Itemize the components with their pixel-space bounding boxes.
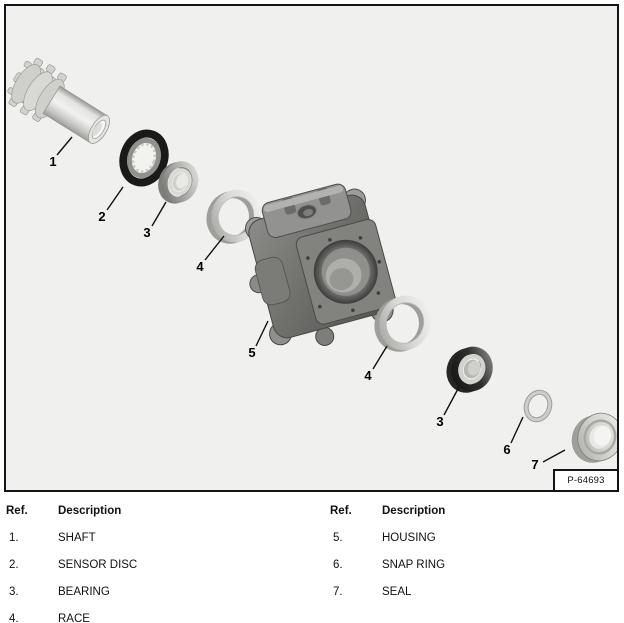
callout-line-3-rear [444,387,459,415]
ref-cell: 7. [333,586,343,598]
table-row-snap-ring [330,559,620,586]
description-header: Description [382,505,446,517]
description-cell: HOUSING [382,532,436,544]
description-cell: SEAL [382,586,412,598]
bearing-rear-illustration [445,344,495,396]
callout-line-4-front [205,236,224,260]
callout-number-4-front: 4 [196,259,204,274]
table-row-shaft [6,532,306,559]
ref-cell: 1. [9,532,19,544]
ref-cell: 3. [9,586,19,598]
callout-number-7: 7 [531,457,539,472]
callout-line-5 [256,321,268,346]
part-number-label: P-64693 [567,475,605,486]
description-cell: SNAP RING [382,559,446,571]
table-row-sensor-disc [6,559,306,586]
description-cell: SENSOR DISC [58,559,138,571]
ref-cell: 6. [333,559,343,571]
callout-line-3-front [152,202,166,226]
parts-table-right-column [330,497,620,613]
parts-table-left-column [6,497,306,623]
table-row-seal [330,586,620,613]
description-header: Description [58,505,122,517]
shaft-illustration [6,52,121,156]
description-cell: BEARING [58,586,110,598]
callout-number-3-rear: 3 [436,414,444,429]
callout-number-3-front: 3 [143,225,151,240]
parts-table [0,497,624,623]
ref-cell: 5. [333,532,343,544]
callout-line-6 [511,417,523,443]
part-number-box [553,469,619,492]
callout-number-2: 2 [98,209,106,224]
table-row-race [6,613,306,623]
ref-cell: 4. [9,613,19,623]
callout-line-7 [543,450,565,462]
callout-line-4-rear [373,346,387,369]
callout-line-2 [107,187,123,210]
table-header-right [330,505,620,532]
table-header-left [6,505,306,532]
callout-number-6: 6 [503,442,511,457]
callout-number-1: 1 [49,154,57,169]
exploded-diagram [6,6,617,490]
callout-line-1 [57,137,72,155]
seal-illustration [565,405,617,471]
description-cell: SHAFT [58,532,96,544]
diagram-frame [4,4,619,492]
snap-ring-illustration [522,389,553,423]
ref-header: Ref. [330,505,352,517]
ref-header: Ref. [6,505,28,517]
ref-cell: 2. [9,559,19,571]
description-cell: RACE [58,613,90,623]
callout-number-4-rear: 4 [364,368,372,383]
table-row-housing [330,532,620,559]
table-row-bearing [6,586,306,613]
callout-number-5: 5 [248,345,256,360]
